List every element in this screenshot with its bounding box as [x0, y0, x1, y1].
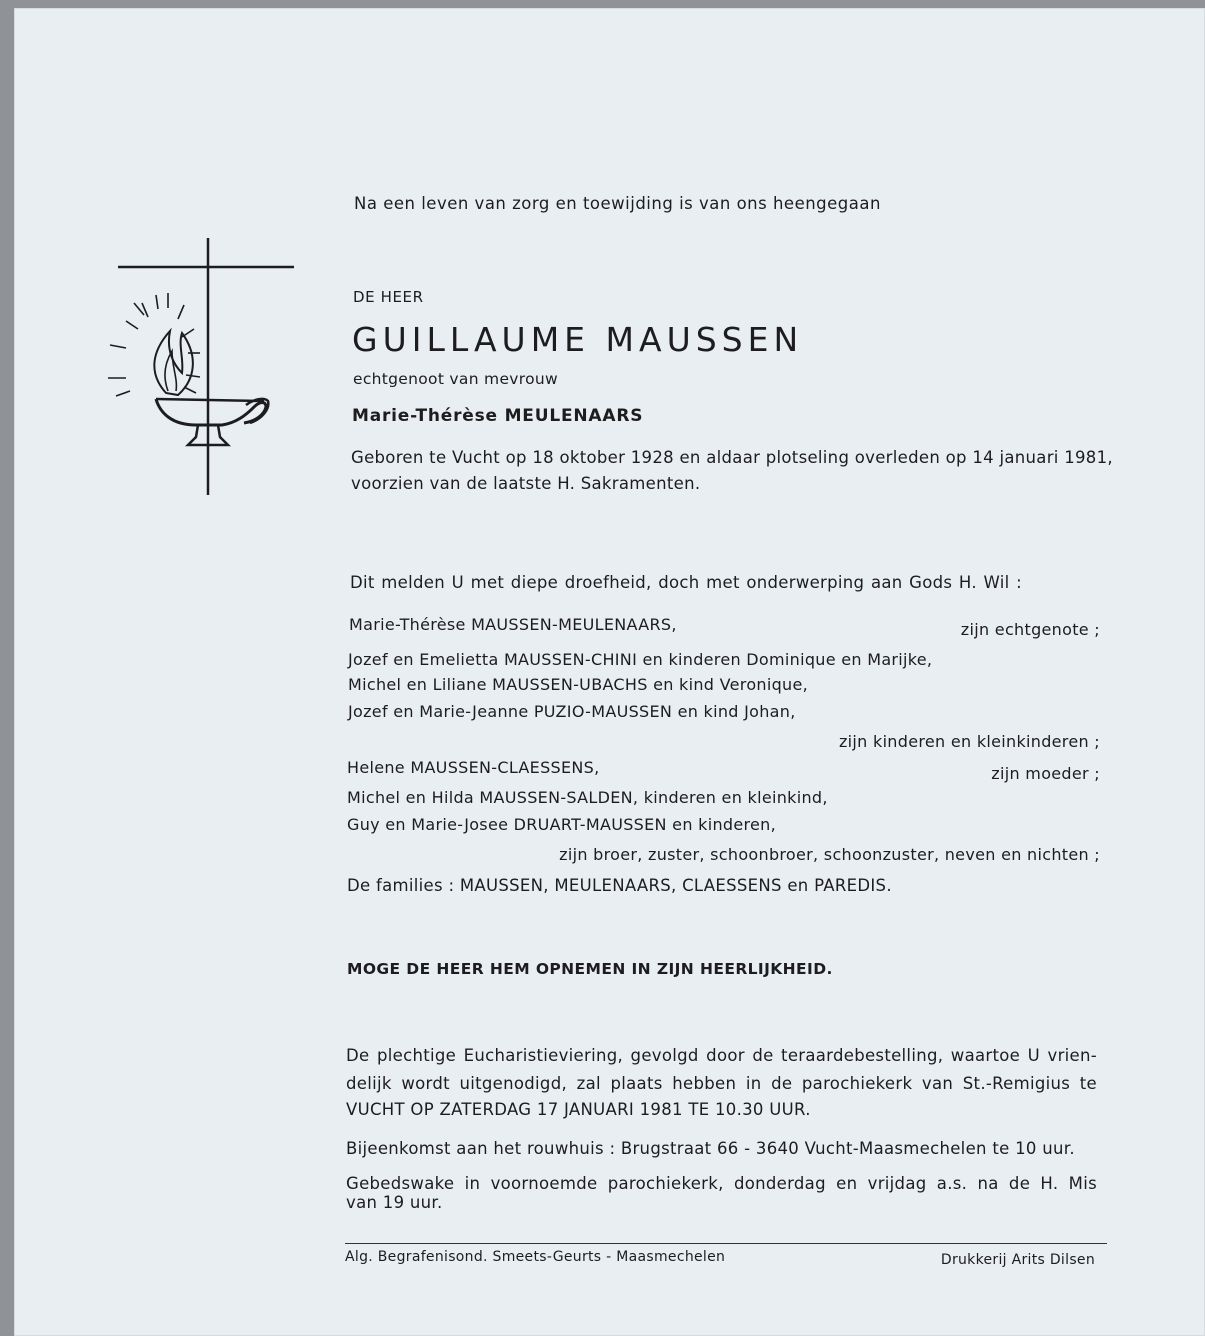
footer-undertaker: Alg. Begrafenisond. Smeets-Geurts - Maasmechelen — [345, 1249, 726, 1265]
intro-text: Na een leven van zorg en toewijding is van ons heengegaan — [354, 194, 881, 213]
gathering-line: Bijeenkomst aan het rouwhuis : Brugstraat 66 - 3640 Vucht-Maasmechelen te 10 uur. — [346, 1139, 1075, 1158]
spouse-name: Marie-Thérèse MEULENAARS — [352, 406, 644, 426]
ceremony-line-2: delijk wordt uitgenodigd, zal plaats hebben in de parochiekerk van St.-Remigius te — [346, 1074, 1097, 1093]
birth-line-2: voorzien van de laatste H. Sakramenten. — [351, 474, 701, 493]
family-spouse-role: zijn echtgenote ; — [960, 620, 1100, 639]
family-children-2: Michel en Liliane MAUSSEN-UBACHS en kind Veronique, — [348, 675, 809, 694]
cross-with-oil-lamp-icon — [104, 233, 294, 498]
vigil-line-2: van 19 uur. — [346, 1193, 443, 1212]
family-names: De families : MAUSSEN, MEULENAARS, CLAESSENS en PAREDIS. — [347, 876, 892, 895]
prayer-line: MOGE DE HEER HEM OPNEMEN IN ZIJN HEERLIJKHEID. — [347, 960, 833, 978]
deceased-name: GUILLAUME MAUSSEN — [352, 320, 804, 359]
ceremony-line-1: De plechtige Eucharistieviering, gevolgd door de teraardebestelling, waartoe U vrien- — [346, 1046, 1097, 1065]
family-siblings-1: Michel en Hilda MAUSSEN-SALDEN, kinderen en kleinkind, — [347, 788, 828, 807]
ceremony-line-3: VUCHT OP ZATERDAG 17 JANUARI 1981 TE 10.30 UUR. — [346, 1100, 811, 1119]
title-prefix: DE HEER — [353, 288, 424, 306]
spouse-intro: echtgenoot van mevrouw — [353, 370, 558, 388]
family-mother-role: zijn moeder ; — [991, 764, 1100, 783]
family-siblings-role: zijn broer, zuster, schoonbroer, schoonzuster, neven en nichten ; — [559, 845, 1100, 864]
vigil-line-1: Gebedswake in voornoemde parochiekerk, donderdag en vrijdag a.s. na de H. Mis — [346, 1174, 1097, 1193]
announcement: Dit melden U met diepe droefheid, doch met onderwerping aan Gods H. Wil : — [350, 573, 1022, 592]
footer-printer: Drukkerij Arits Dilsen — [940, 1252, 1095, 1268]
family-children-1: Jozef en Emelietta MAUSSEN-CHINI en kinderen Dominique en Marijke, — [348, 650, 933, 669]
family-children-role: zijn kinderen en kleinkinderen ; — [838, 732, 1100, 751]
death-notice-card — [14, 8, 1205, 1336]
footer-divider — [345, 1243, 1107, 1244]
birth-line-1: Geboren te Vucht op 18 oktober 1928 en aldaar plotseling overleden op 14 januari 1981, — [351, 448, 1113, 467]
family-siblings-2: Guy en Marie-Josee DRUART-MAUSSEN en kinderen, — [347, 815, 777, 834]
family-children-3: Jozef en Marie-Jeanne PUZIO-MAUSSEN en kind Johan, — [348, 702, 796, 721]
family-mother: Helene MAUSSEN-CLAESSENS, — [347, 758, 600, 777]
family-spouse: Marie-Thérèse MAUSSEN-MEULENAARS, — [349, 615, 677, 634]
